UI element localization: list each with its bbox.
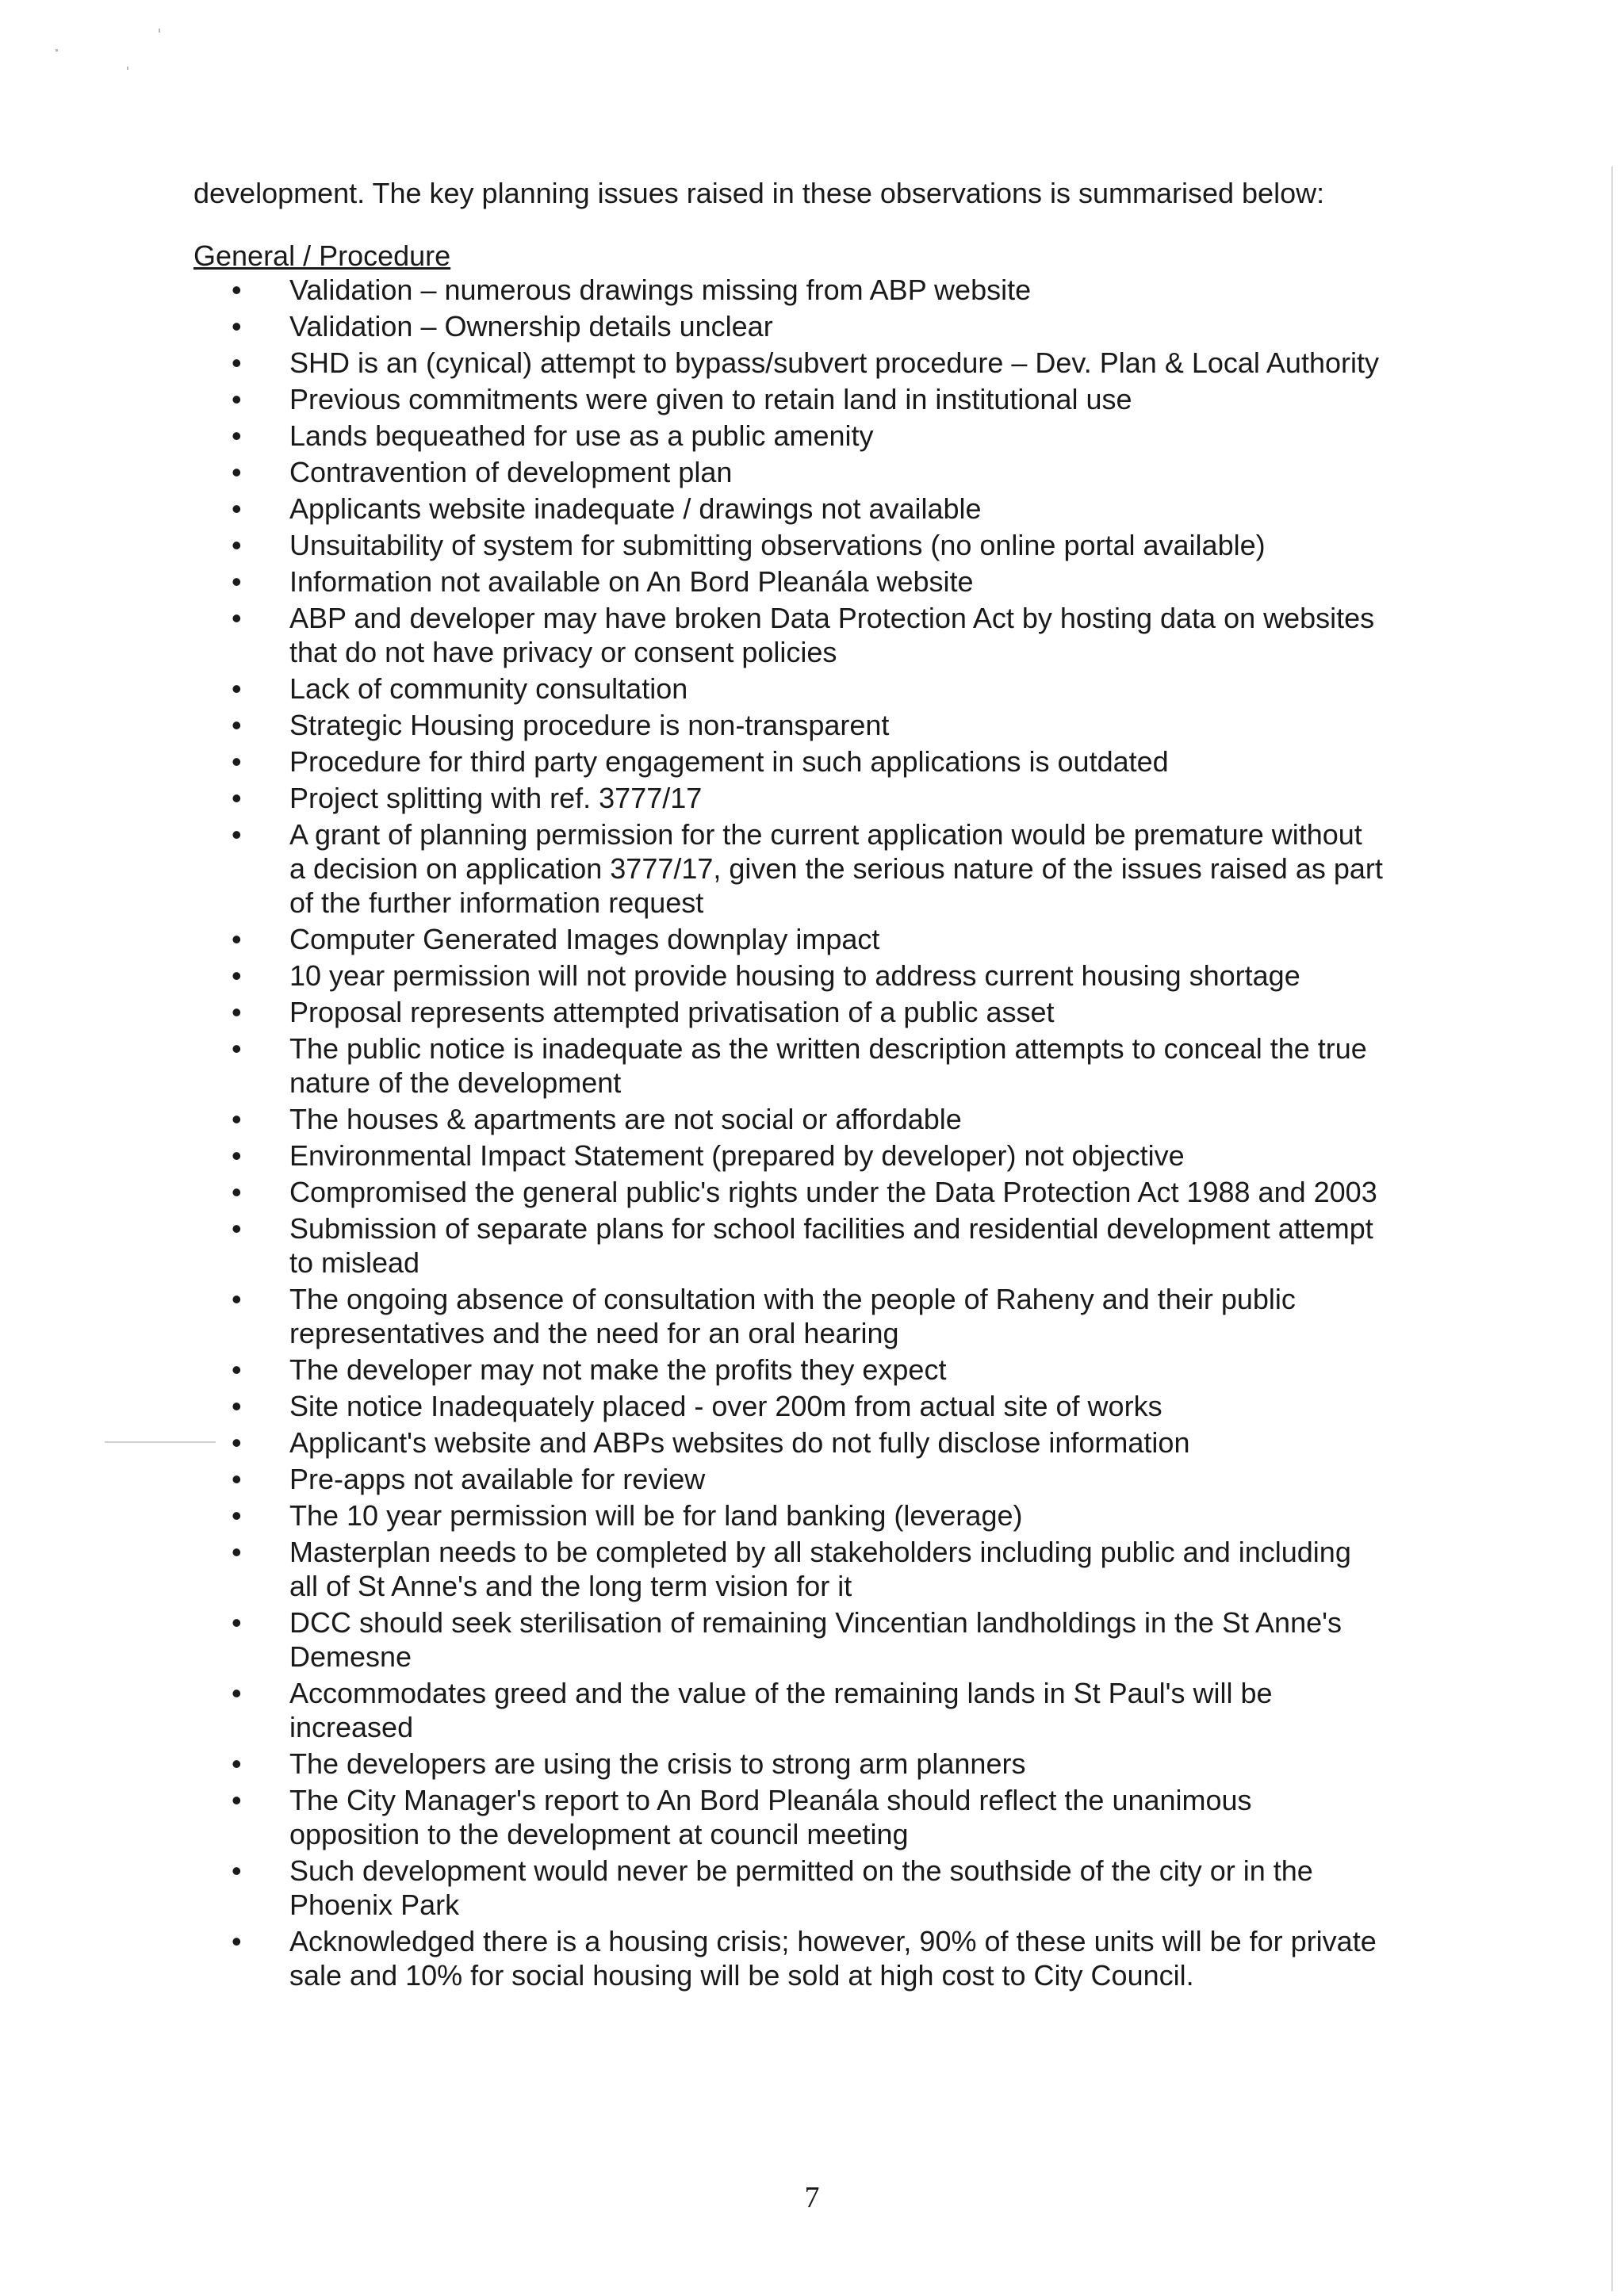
list-item: • ABP and developer may have broken Data Protection Act by hosting data on websites that do not have privacy or consent policies [193, 601, 1383, 669]
scan-speck [159, 29, 160, 33]
list-item: • The public notice is inadequate as the written description attempts to conceal the true nature of the development [193, 1031, 1383, 1100]
intro-paragraph: development. The key planning issues raised in these observations is summarised below: [193, 177, 1325, 209]
scan-edge-line [1611, 166, 1613, 2291]
list-item: • DCC should seek sterilisation of remaining Vincentian landholdings in the St Anne's Demesne [193, 1605, 1383, 1674]
list-item: • Pre-apps not available for review [193, 1462, 1383, 1496]
page-number: 7 [804, 2181, 820, 2214]
list-item: • Compromised the general public's rights under the Data Protection Act 1988 and 2003 [193, 1175, 1383, 1209]
list-item: • Lands bequeathed for use as a public amenity [193, 419, 1383, 453]
list-item: • Previous commitments were given to retain land in institutional use [193, 382, 1383, 416]
list-item: • 10 year permission will not provide housing to address current housing shortage [193, 959, 1383, 993]
list-item: • The houses & apartments are not social or affordable [193, 1102, 1383, 1136]
list-item: • Site notice Inadequately placed - over 200m from actual site of works [193, 1389, 1383, 1423]
list-item: • Unsuitability of system for submitting observations (no online portal available) [193, 528, 1383, 562]
list-item: • SHD is an (cynical) attempt to bypass/subvert procedure – Dev. Plan & Local Authority [193, 346, 1383, 380]
document-body [193, 176, 1383, 1995]
list-item: • The developers are using the crisis to strong arm planners [193, 1747, 1383, 1781]
list-item: • Computer Generated Images downplay impact [193, 922, 1383, 956]
list-item: • Such development would never be permitted on the southside of the city or in the Phoenix Park [193, 1854, 1383, 1922]
list-item: • Validation – numerous drawings missing from ABP website [193, 273, 1383, 307]
list-item: • Project splitting with ref. 3777/17 [193, 781, 1383, 815]
list-item: • Lack of community consultation [193, 672, 1383, 706]
issues-list [193, 273, 1383, 1992]
list-item: • The City Manager's report to An Bord Pleanála should reflect the unanimous opposition to the development at council meeting [193, 1783, 1383, 1851]
list-item: • Submission of separate plans for school facilities and residential development attempt to mislead [193, 1211, 1383, 1280]
list-item: • Proposal represents attempted privatisation of a public asset [193, 995, 1383, 1029]
list-item: • Applicants website inadequate / drawings not available [193, 492, 1383, 526]
list-item: • Strategic Housing procedure is non-transparent [193, 708, 1383, 742]
list-item: • Contravention of development plan [193, 455, 1383, 489]
list-item: • Environmental Impact Statement (prepared by developer) not objective [193, 1138, 1383, 1173]
list-item: • The developer may not make the profits they expect [193, 1353, 1383, 1387]
list-item: • A grant of planning permission for the current application would be premature without a decision on application 3777/17, given the serious nature of the issues raised as part of the further information request [193, 817, 1383, 920]
list-item: • Accommodates greed and the value of the remaining lands in St Paul's will be increased [193, 1676, 1383, 1744]
list-item: • The ongoing absence of consultation with the people of Raheny and their public representatives and the need for an oral hearing [193, 1282, 1383, 1350]
scan-speck [56, 49, 58, 52]
list-item: • Validation – Ownership details unclear [193, 309, 1383, 343]
list-item: • Applicant's website and ABPs websites do not fully disclose information [193, 1425, 1383, 1460]
list-item: • Procedure for third party engagement in such applications is outdated [193, 744, 1383, 779]
section-heading: General / Procedure [193, 239, 451, 272]
list-item: • Information not available on An Bord Pleanála website [193, 564, 1383, 599]
list-item: • The 10 year permission will be for land banking (leverage) [193, 1498, 1383, 1533]
list-item: • Acknowledged there is a housing crisis; however, 90% of these units will be for private sale and 10% for social housing will be sold at high cost to City Council. [193, 1924, 1383, 1992]
scan-speck [127, 67, 128, 70]
list-item: • Masterplan needs to be completed by all stakeholders including public and including all of St Anne's and the long term vision for it [193, 1535, 1383, 1603]
